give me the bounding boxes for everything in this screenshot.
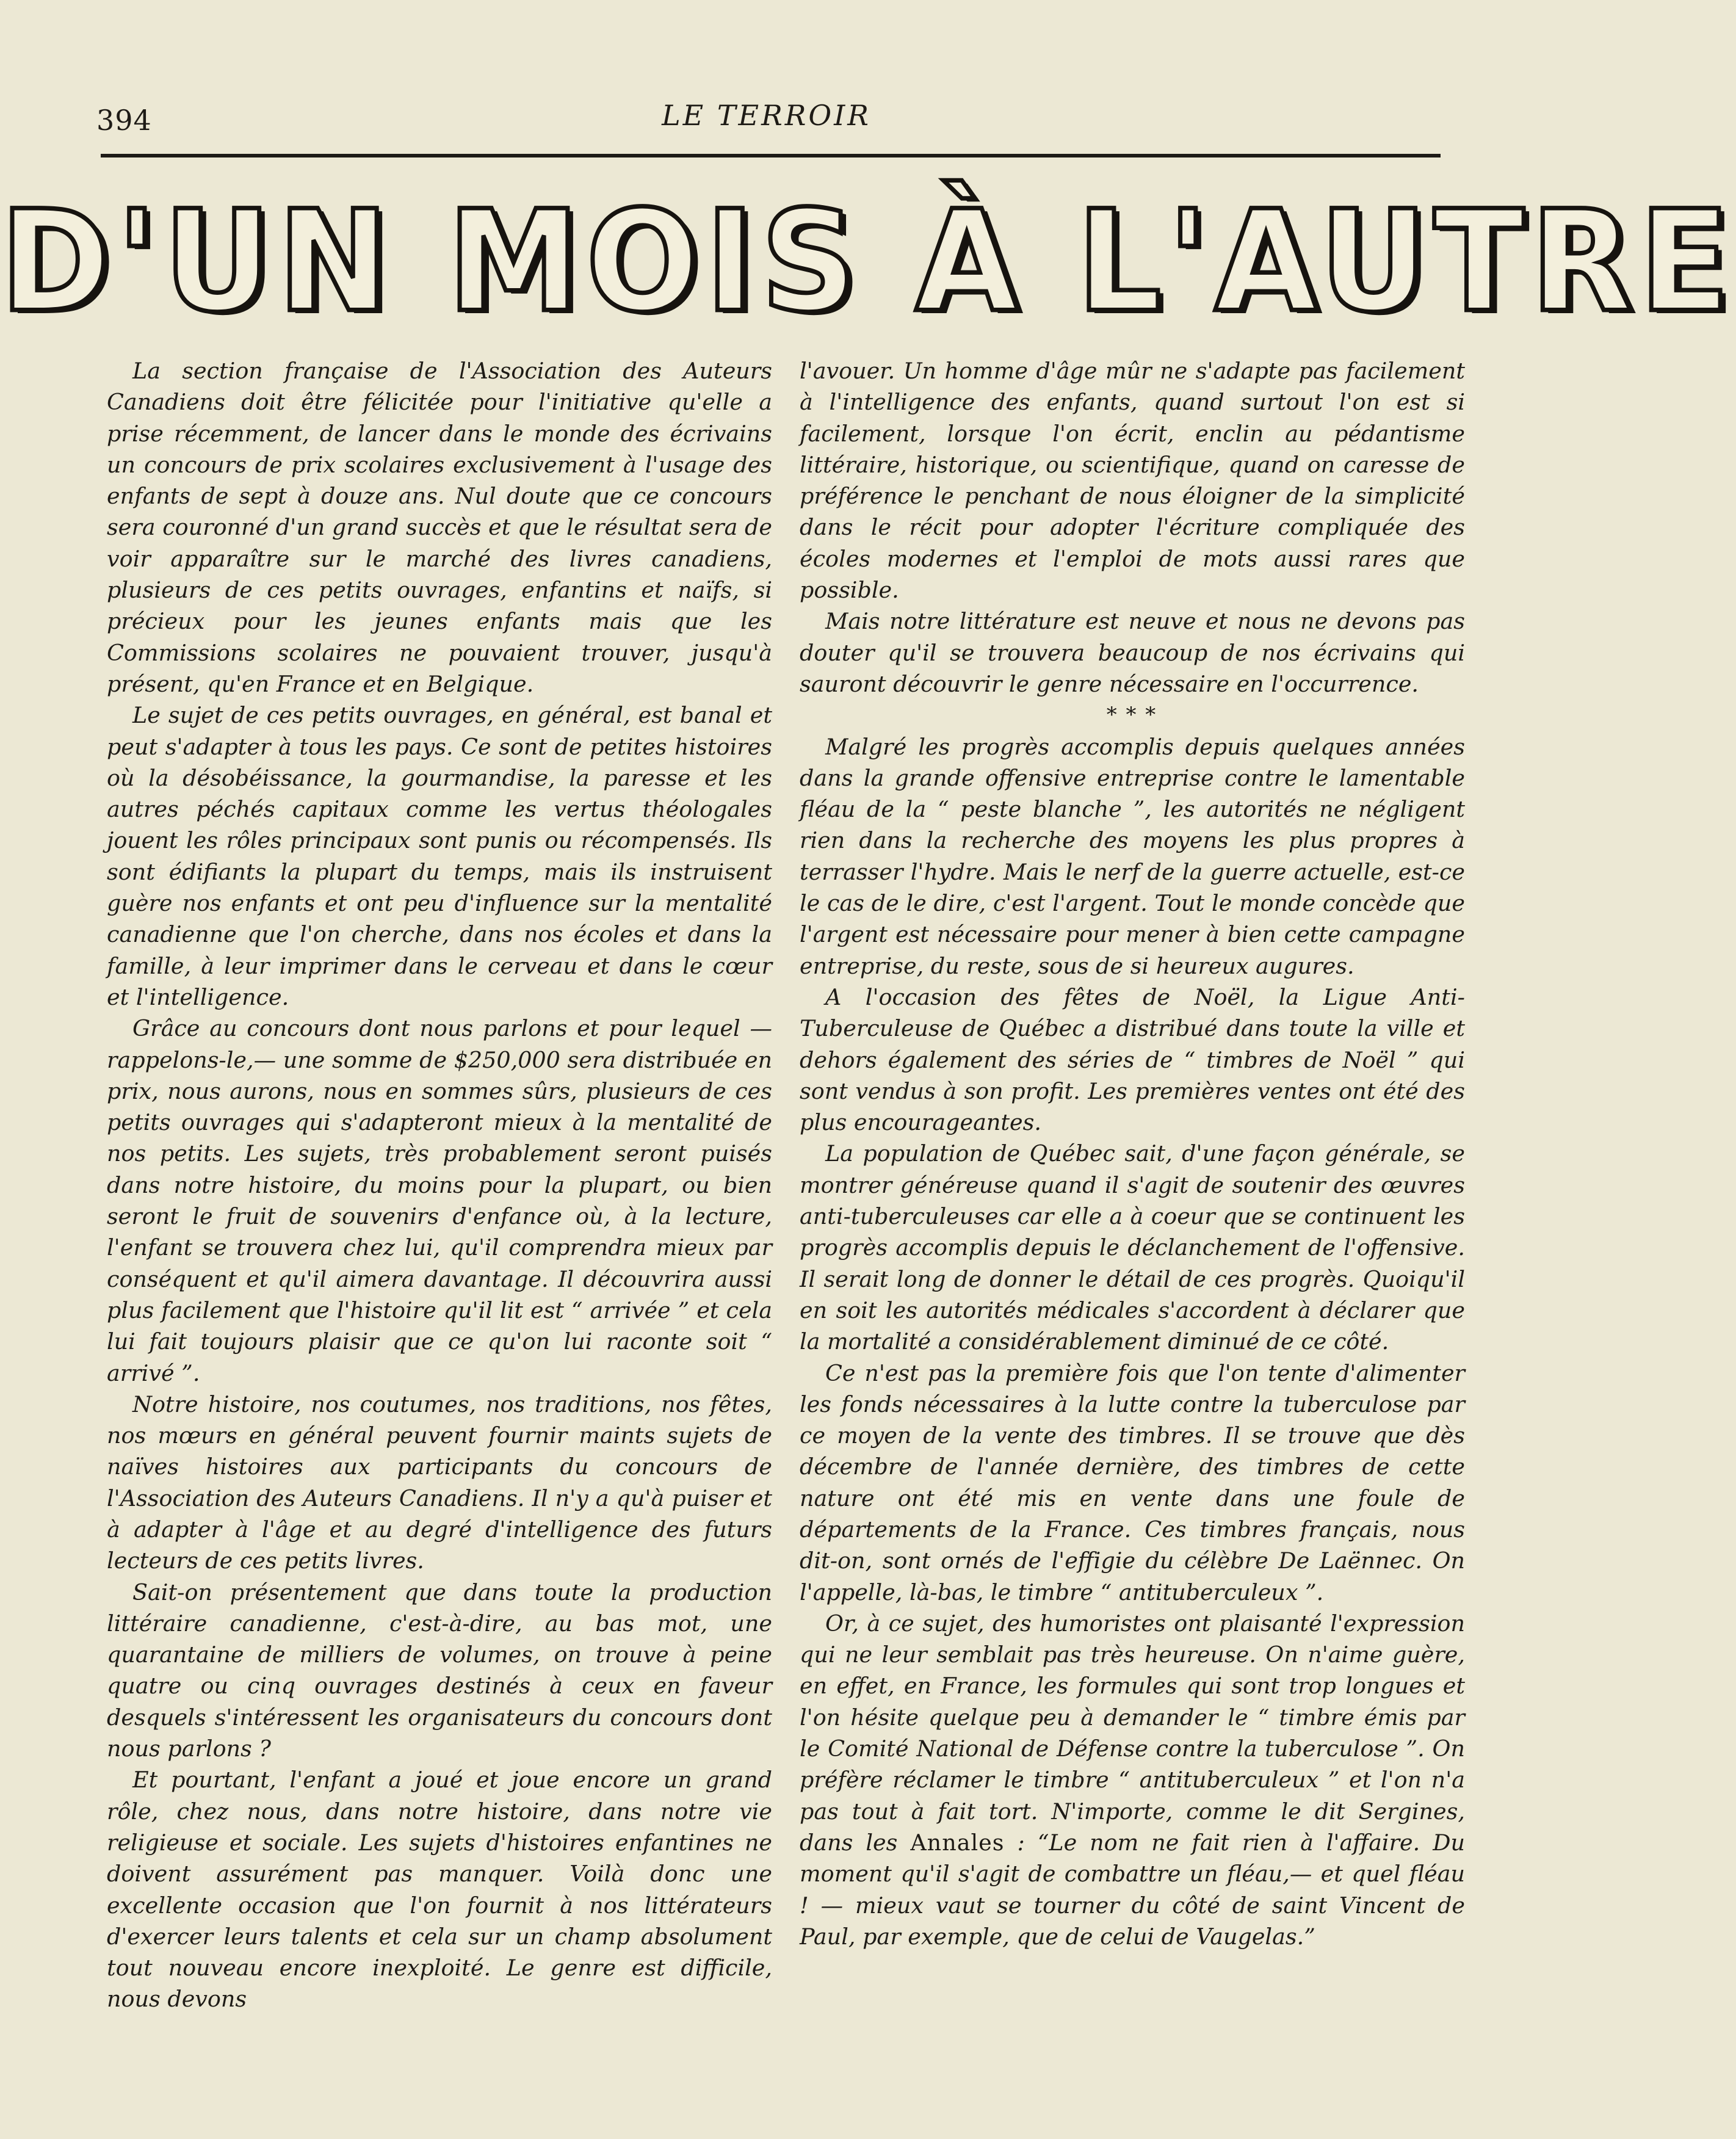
paragraph: La population de Québec sait, d'une façon générale, se montrer généreuse quand il s'agit de soutenir des œuvres anti-tuberculeuses car elle a à coeur que se continuent les progrès accomplis depuis le déclanchement de l'offensive. Il serait long de donner le détail de ces progrès. Quoiqu'il en soit les autorités médicales s'accordent à déclarer que la mortalité a considérablement diminué de ce côté. (800, 1140, 1465, 1355)
quotation: : “Le nom ne fait rien à l'affaire. Du moment qu'il s'agit de combattre un fléau,— et quel fléau ! — mieux vaut se tourner du côté de saint Vincent de Paul, par exemple, que de celui de Vaugelas.” (800, 1829, 1465, 1950)
paragraph: Ce n'est pas la première fois que l'on tente d'alimenter les fonds nécessaires à la lutte contre la tuberculose par ce moyen de la vente des timbres. Il se trouve que dès décembre de l'année dernière, des timbres de cette nature ont été mis en vente dans une foule de départements de la France. Ces timbres français, nous dit-on, sont ornés de l'effigie du célèbre De Laënnec. On l'appelle, là-bas, le timbre “ antituberculeux ”. (800, 1359, 1465, 1605)
paragraph: Grâce au concours dont nous parlons et pour lequel — rappelons-le,— une somme de $250,000 sera distribuée en prix, nous aurons, nous en sommes sûrs, plusieurs de ces petits ouvrages qui s'adapteront mieux à la mentalité de nos petits. Les sujets, très probablement seront puisés dans notre histoire, du moins pour la plupart, ou bien seront le fruit de souvenirs d'enfance où, à la lecture, l'enfant se trouvera chez lui, qu'il comprendra mieux par conséquent et qu'il aimera davantage. Il découvrira aussi plus facilement que l'histoire qu'il lit est “ arrivée ” et cela lui fait toujours plaisir que ce qu'on lui raconte soit “ arrivé ”. (107, 1015, 772, 1386)
paragraph: Malgré les progrès accomplis depuis quelques années dans la grande offensive entreprise contre le lamentable fléau de la “ peste blanche ”, les autorités ne négligent rien dans la recherche des moyens les plus propres à terrasser l'hydre. Mais le nerf de la guerre actuelle, est-ce le cas de le dire, c'est l'argent. Tout le monde concède que l'argent est nécessaire pour mener à bien cette campagne entreprise, du reste, sous de si heureux augures. (800, 733, 1465, 979)
paragraph: Notre histoire, nos coutumes, nos traditions, nos fêtes, nos mœurs en général peuvent fournir maints sujets de naïves histoires aux participants du concours de l'Association des Auteurs Canadiens. Il n'y a qu'à puiser et à adapter à l'âge et au degré d'intelligence des futurs lecteurs de ces petits livres. (107, 1391, 772, 1574)
running-title: LE TERROIR (662, 99, 871, 132)
publication-name: Annales (910, 1829, 1005, 1856)
paragraph: Et pourtant, l'enfant a joué et joue encore un grand rôle, chez nous, dans notre histoire, dans notre vie religieuse et sociale. Les sujets d'histoires enfantines ne doivent assurément pas manquer. Voilà donc une excellente occasion que l'on fournit à nos littérateurs d'exercer leurs talents et cela sur un champ absolument tout nouveau encore inexploité. Le genre est difficile, nous devons (107, 1767, 772, 2013)
paragraph: Le sujet de ces petits ouvrages, en général, est banal et peut s'adapter à tous les pays. Ce sont de petites histoires où la désobéissance, la gourmandise, la paresse et les autres péchés capitaux comme les vertus théologales jouent les rôles principaux sont punis ou récompensés. Ils sont édifiants la plupart du temps, mais ils instruisent guère nos enfants et ont peu d'influence sur la mentalité canadienne que l'on cherche, dans nos écoles et dans la famille, à leur imprimer dans le cerveau et dans le cœur et l'intelligence. (107, 702, 772, 1010)
paragraph: Mais notre littérature est neuve et nous ne devons pas douter qu'il se trouvera beaucoup de nos écrivains qui sauront découvrir le genre nécessaire en l'occurrence. (800, 608, 1465, 697)
paragraph-final (800, 1608, 1465, 1952)
left-column (107, 355, 772, 2015)
section-separator: * * * (1106, 703, 1159, 728)
header-rule (101, 154, 1441, 157)
right-column (800, 355, 1465, 1952)
page-number: 394 (96, 104, 152, 137)
paragraph-continuation: l'avouer. Un homme d'âge mûr ne s'adapte pas facilement à l'intelligence des enfants, quand surtout l'on est si facilement, lorsque l'on écrit, enclin au pédantisme littéraire, historique, ou scientifique, quand on caresse de préférence le penchant de nous éloigner de la simplicité dans le récit pour adopter l'écriture compliquée des écoles modernes et l'emploi de mots aussi rares que possible. (800, 358, 1465, 604)
paragraph-text: Or, à ce sujet, des humoristes ont plaisanté l'expression qui ne leur semblait pas très heureuse. On n'aime guère, en effet, en France, les formules qui sont trop longues et l'on hésite quelque peu à demander le “ timbre émis par le Comité National de Défense contre la tuberculose ”. On préfère réclamer le timbre “ antituberculeux ” et l'on n'a pas tout à fait tort. N'importe, comme le dit Sergines, dans les (800, 1610, 1465, 1856)
paragraph: Sait-on présentement que dans toute la production littéraire canadienne, c'est-à-dire, au bas mot, une quarantaine de milliers de volumes, on trouve à peine quatre ou cinq ouvrages destinés à ceux en faveur desquels s'intéressent les organisateurs du concours dont nous parlons ? (107, 1579, 772, 1762)
paragraph: La section française de l'Association des Auteurs Canadiens doit être félicitée pour l'initiative qu'elle a prise récemment, de lancer dans le monde des écrivains un concours de prix scolaires exclusivement à l'usage des enfants de sept à douze ans. Nul doute que ce concours sera couronné d'un grand succès et que le résultat sera de voir apparaître sur le marché des livres canadiens, plusieurs de ces petits ouvrages, enfantins et naïfs, si précieux pour les jeunes enfants mais que les Commissions scolaires ne pouvaient trouver, jusqu'à présent, qu'en France et en Belgique. (107, 358, 772, 697)
paragraph: A l'occasion des fêtes de Noël, la Ligue Anti-Tuberculeuse de Québec a distribué dans toute la ville et dehors également des séries de “ timbres de Noël ” qui sont vendus à son profit. Les premières ventes ont été des plus encourageantes. (800, 983, 1465, 1136)
article-title: D'UN MOIS À L'AUTRE (0, 181, 1736, 344)
